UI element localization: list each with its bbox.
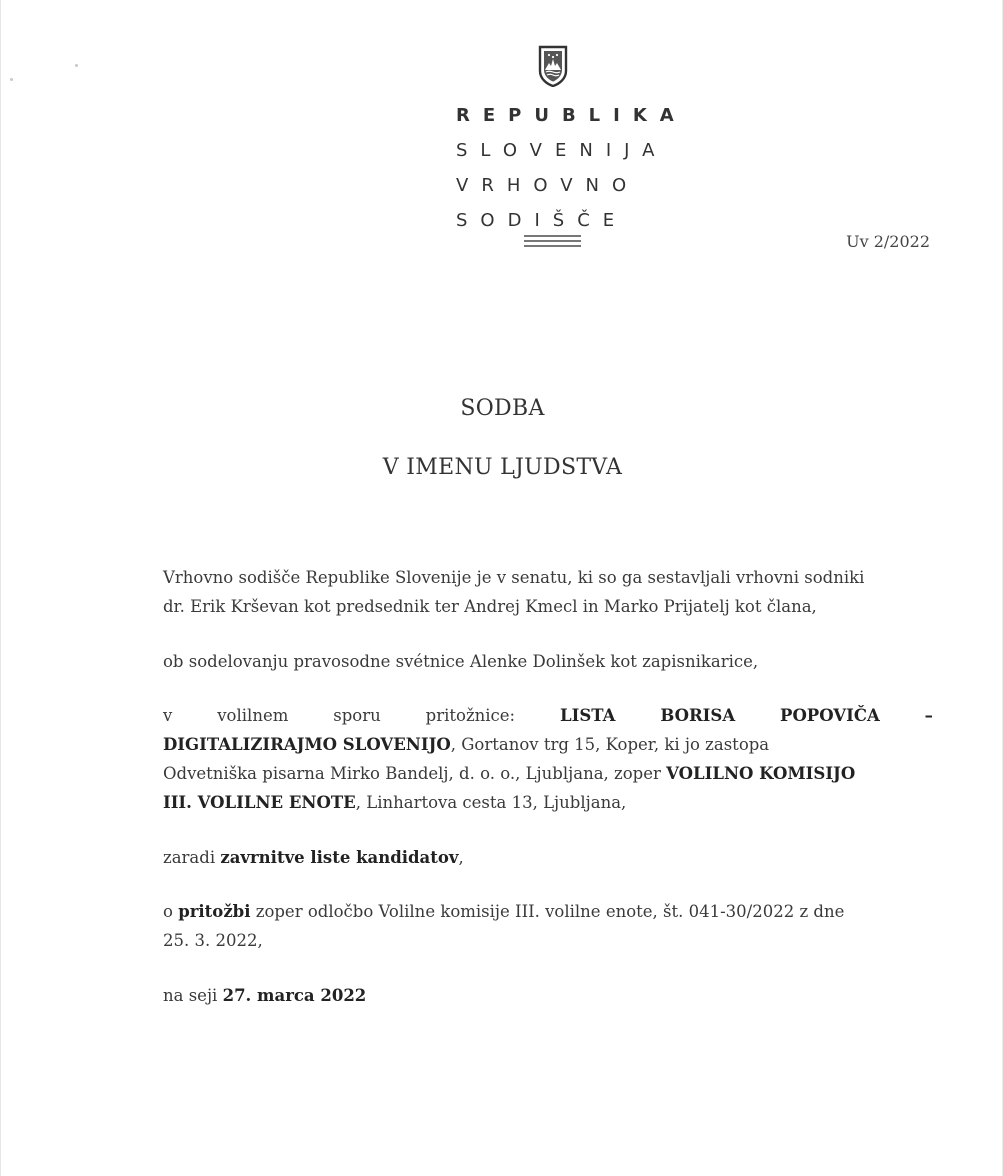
dispute-line-2: DIGITALIZIRAJMO SLOVENIJO, Gortanov trg 15, Koper, ki jo zastopa [163, 735, 770, 754]
document-title: SODBA [460, 396, 545, 421]
clerk-paragraph: ob sodelovanju pravosodne svétnice Alenke Dolinšek kot zapisnikarice, [163, 652, 759, 671]
defendant-name: VOLILNO KOMISIJO [666, 764, 856, 783]
logo-rule [524, 245, 581, 247]
logo-rule-lines [524, 235, 581, 250]
court-line-vrhovno: VRHOVNO [456, 175, 640, 196]
scan-speck [10, 78, 13, 81]
dispute-line-1: v volilnem sporu pritožnice: LISTA BORISA POPOVIČA – [163, 701, 933, 730]
session-paragraph: na seji 27. marca 2022 [163, 986, 367, 1005]
senate-line-1: Vrhovno sodišče Republike Slovenije je v senatu, ki so ga sestavljali vrhovni sodniki [163, 568, 865, 587]
dispute-paragraph [163, 701, 933, 817]
appeal-paragraph [163, 897, 933, 955]
court-line-republika: REPUBLIKA [456, 105, 687, 126]
appeal-line-2: 25. 3. 2022, [163, 931, 263, 950]
court-name-logotype [456, 98, 687, 238]
appellant-name: LISTA [560, 706, 616, 725]
session-date: 27. marca 2022 [222, 986, 367, 1005]
senate-paragraph [163, 563, 933, 621]
scan-speck [75, 64, 78, 67]
dispute-line-4: III. VOLILNE ENOTE, Linhartova cesta 13, Ljubljana, [163, 793, 627, 812]
document-subtitle: V IMENU LJUDSTVA [382, 455, 623, 480]
appeal-line-1: o pritožbi zoper odločbo Volilne komisije III. volilne enote, št. 041-30/2022 z dne [163, 902, 845, 921]
logo-rule [524, 235, 581, 237]
coat-of-arms-icon [538, 45, 568, 87]
court-line-slovenija: SLOVENIJA [456, 140, 668, 161]
court-line-sodisce: SODIŠČE [456, 210, 628, 231]
reason-paragraph: zaradi zavrnitve liste kandidatov, [163, 848, 464, 867]
logo-rule [524, 240, 581, 242]
dispute-line-3: Odvetniška pisarna Mirko Bandelj, d. o. o., Ljubljana, zoper VOLILNO KOMISIJO [163, 764, 856, 783]
case-number: Uv 2/2022 [846, 232, 930, 251]
senate-line-2: dr. Erik Krševan kot predsednik ter Andrej Kmecl in Marko Prijatelj kot člana, [163, 597, 817, 616]
